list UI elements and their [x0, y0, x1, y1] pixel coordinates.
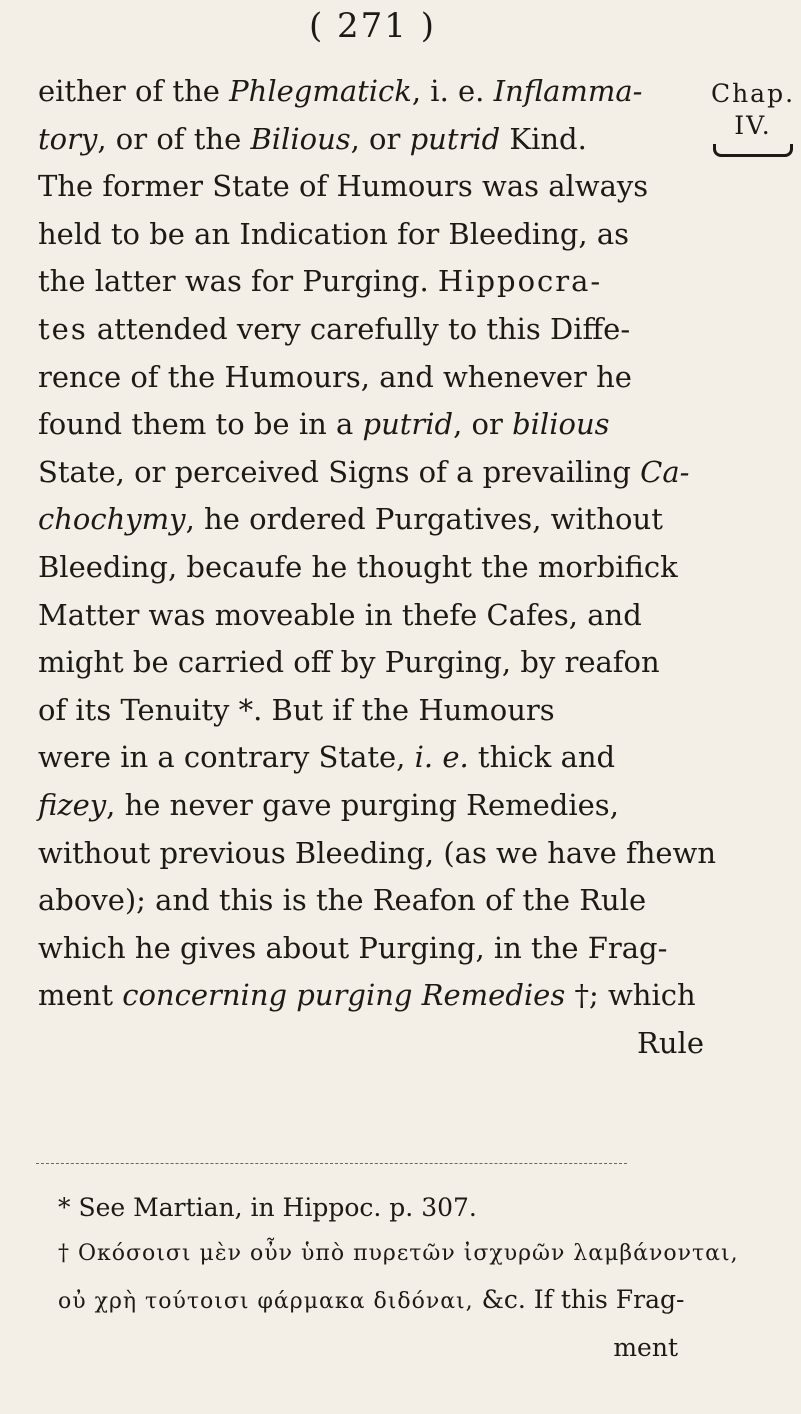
text-line: fizey, he never gave purging Remedies,	[38, 787, 619, 822]
text-line: of its Tenuity *. But if the Humours	[38, 692, 555, 727]
text-line: above); and this is the Reafon of the Rule	[38, 883, 647, 918]
catchword: Rule	[637, 1025, 704, 1060]
chapter-margin-note	[708, 78, 798, 157]
text-line: either of the Phlegmatick, i. e. Inflamma-	[38, 74, 643, 108]
footnote-2-continued: οὐ χρὴ τούτοισι φάρμακα διδόναι, &c. If this Frag-	[58, 1285, 685, 1314]
text-line: rence of the Humours, and whenever he	[38, 359, 632, 394]
text-line: tory, or of the Bilious, or putrid Kind.	[38, 121, 587, 156]
text-line: without previous Bleeding, (as we have fhewn	[38, 835, 717, 870]
text-line: chochymy, he ordered Purgatives, without	[38, 502, 663, 537]
text-line: Bleeding, becaufe he thought the morbifick	[38, 549, 678, 584]
text-line: Matter was moveable in thefe Cafes, and	[38, 597, 642, 632]
page-number: ( 271 )	[308, 6, 437, 46]
chapter-label: Chap.	[710, 79, 796, 108]
body-text	[38, 68, 717, 1067]
chapter-number: IV.	[734, 111, 772, 140]
footnote-2-greek: † Οκόσοισι μὲν οὖν ὑπὸ πυρετῶν ἰσχυρῶν λαμβάνονται,	[58, 1241, 739, 1266]
text-line: State, or perceived Signs of a prevailing Ca-	[38, 454, 690, 489]
text-line: the latter was for Purging. Hippocra-	[38, 264, 603, 299]
text-line: might be carried off by Purging, by reafon	[38, 645, 660, 680]
text-line: The former State of Humours was always	[38, 169, 649, 204]
footnote-catchword: ment	[613, 1333, 678, 1362]
footnote-1: * See Martian, in Hippoc. p. 307.	[58, 1193, 477, 1222]
text-line: found them to be in a putrid, or bilious	[38, 407, 610, 442]
text-line: ment concerning purging Remedies †; which	[38, 978, 696, 1013]
footnotes	[58, 1185, 739, 1371]
text-line: which he gives about Purging, in the Frag-	[38, 930, 668, 965]
text-line: were in a contrary State, i. e. thick and	[38, 740, 616, 775]
footnote-divider	[36, 1163, 627, 1164]
text-line: held to be an Indication for Bleeding, as	[38, 216, 630, 251]
brace-ornament	[713, 144, 793, 157]
text-line: tes attended very carefully to this Diffe-	[38, 311, 631, 346]
